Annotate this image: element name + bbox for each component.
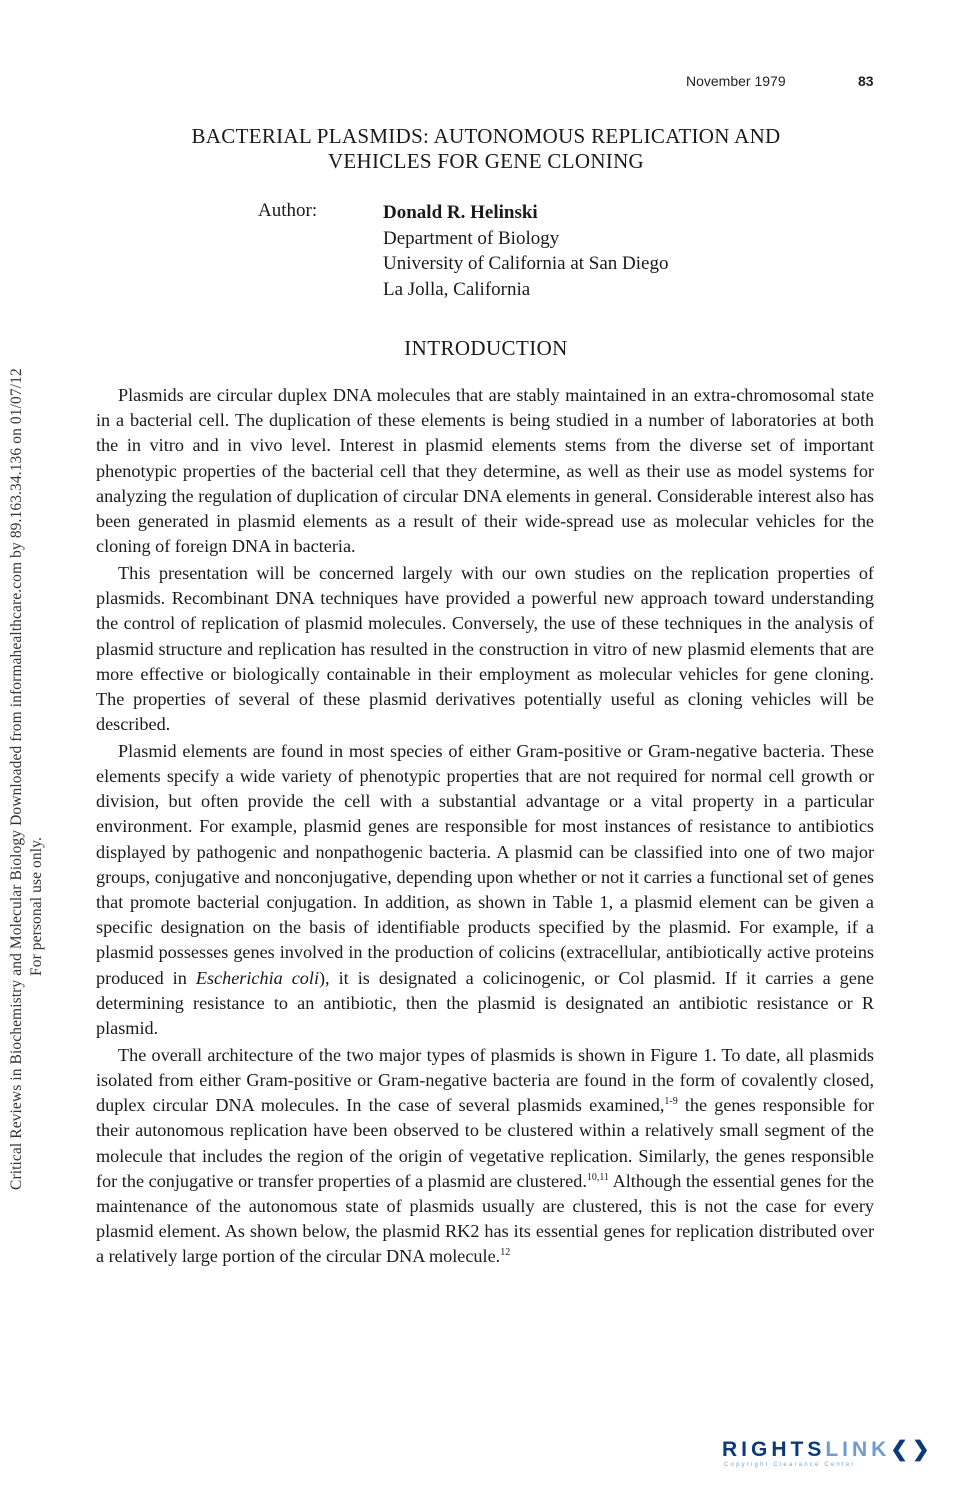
article-title <box>96 124 876 174</box>
paragraph-4-text-a: The overall architecture of the two major types of plasmids is shown in Figure 1. To date, all plasmids isolated from either Gram-positive or Gram-negative bacteria are found in the form of covalently closed, duplex circular DNA molecules. In the case of several plasmids examined, <box>96 1044 874 1116</box>
paragraph-2: This presentation will be concerned largely with our own studies on the replication properties of plasmids. Recombinant DNA techniques have provided a powerful new approach toward understanding the control of replication of plasmid molecules. Conversely, the use of these techniques in the analysis of plasmid structure and replication has resulted in the construction in vitro of new plasmid elements that are more effective or biologically containable in their employment as molecular vehicles for gene cloning. The properties of several of these plasmid derivatives potentially useful as cloning vehicles will be described. <box>96 562 874 735</box>
article-body <box>96 383 874 1271</box>
citation-ref: 12 <box>500 1247 511 1259</box>
paragraph-4-text-b: the genes responsible for their autonomous replication have been observed to be clustered within a relatively small segment of the molecule that includes the region of the origin of vegetative replication. Similarly, the genes responsible for the conjugative or transfer properties of a plasmid are clustered. <box>96 1095 874 1191</box>
section-heading: INTRODUCTION <box>404 336 568 360</box>
article-title-line2: VEHICLES FOR GENE CLONING <box>327 149 645 173</box>
author-department: Department of Biology <box>383 227 560 249</box>
paragraph-3-text-a: Plasmid elements are found in most species of either Gram-positive or Gram-negative bacteria. These elements specify a wide variety of phenotypic properties that are not required for normal cell growth or division, but often provide the cell with a substantial advantage or a vital property in a particular environment. For example, plasmid genes are responsible for most instances of resistance to antibiotics displayed by pathogenic and nonpathogenic bacteria. A plasmid can be classified into one of two major groups, conjugative and nonconjugative, depending upon whether or not it carries a functional set of genes that promote bacterial conjugation. In addition, as shown in Table 1, a plasmid element can be given a specific designation on the basis of identifiable products specified by the plasmid. For example, if a plasmid possesses genes involved in the production of colicins (extracellular, antibiotically active proteins produced in <box>96 740 874 988</box>
author-label: Author: <box>258 200 318 221</box>
rightslink-arrow-icon: ❮❯ <box>890 1438 934 1461</box>
rightslink-link-text: LINK <box>825 1438 891 1461</box>
download-notice-line1: Critical Reviews in Biochemistry and Molecular Biology Downloaded from informahealthcare.com by 89.163.34.136 on 01/07/12 <box>8 368 25 1190</box>
citation-ref: 10,11 <box>586 1171 610 1183</box>
species-name: Escherichia coli <box>195 967 319 988</box>
paragraph-3-text-b: ), it is designated a colicinogenic, or Col plasmid. If it carries a gene determining resistance to an antibiotic, then the plasmid is designated an antibiotic resistance or R plasmid. <box>96 967 874 1039</box>
paragraph-3 <box>96 739 874 1041</box>
issue-date: November 1979 <box>686 73 786 89</box>
author-location: La Jolla, California <box>383 278 531 300</box>
author-institution: University of California at San Diego <box>383 253 669 274</box>
rightslink-logo[interactable] <box>722 1437 962 1477</box>
article-title-line1: BACTERIAL PLASMIDS: AUTONOMOUS REPLICATION AND <box>191 124 781 148</box>
download-notice <box>6 310 46 1190</box>
rightslink-rights-text: RIGHTS <box>722 1438 826 1461</box>
download-notice-line2: For personal use only. <box>28 837 45 976</box>
citation-ref: 1-9 <box>664 1096 678 1108</box>
paragraph-4 <box>96 1043 874 1270</box>
page-number: 83 <box>858 73 874 89</box>
author-name: Donald R. Helinski <box>383 202 538 223</box>
paragraph-1: Plasmids are circular duplex DNA molecules that are stably maintained in an extra-chromosomal state in a bacterial cell. The duplication of these elements is being studied in a number of laboratories at both the in vitro and in vivo level. Interest in plasmid elements stems from the diverse set of important phenotypic properties of the bacterial cell that they determine, as well as their use as model systems for analyzing the regulation of duplication of circular DNA elements in general. Considerable interest also has been generated in plasmid elements as a result of their wide-spread use as molecular vehicles for the cloning of foreign DNA in bacteria. <box>96 385 874 557</box>
paragraph-4-text-c: Although the essential genes for the maintenance of the autonomous state of plasmids usually are clustered, this is not the case for every plasmid element. As shown below, the plasmid RK2 has its essential genes for replication distributed over a relatively large portion of the circular DNA molecule. <box>96 1170 874 1267</box>
author-details <box>383 200 668 302</box>
rightslink-subtitle: Copyright Clearance Center <box>724 1462 856 1468</box>
